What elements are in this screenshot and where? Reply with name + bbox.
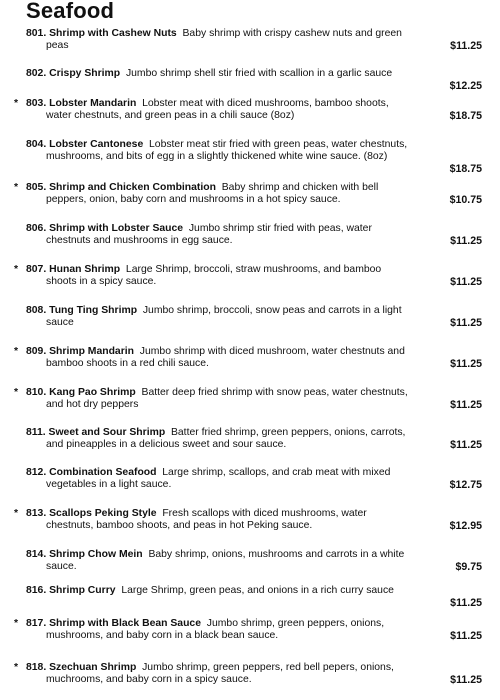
item-name: Scallops Peking Style	[49, 508, 157, 519]
item-number: 813.	[26, 508, 47, 519]
item-description-continued: and pineapples in a delicious sweet and sour sauce.	[46, 439, 287, 450]
item-line-1	[26, 549, 482, 561]
item-name: Shrimp and Chicken Combination	[49, 182, 216, 193]
item-line-1	[26, 98, 482, 110]
item-price: $12.75	[449, 479, 482, 491]
item-number: 807.	[26, 264, 47, 275]
item-price: $18.75	[449, 163, 482, 175]
item-line-1	[26, 28, 482, 40]
item-description-continued: chestnuts and mushrooms in egg sauce.	[46, 235, 233, 246]
item-line-1	[26, 305, 482, 317]
spicy-marker: *	[14, 387, 19, 398]
spicy-marker: *	[14, 508, 19, 519]
item-description: Large Shrimp, broccoli, straw mushrooms, and bamboo	[125, 264, 382, 275]
item-name: Shrimp with Lobster Sauce	[49, 223, 184, 234]
item-price: $11.25	[450, 40, 482, 52]
item-line-1	[26, 618, 482, 630]
item-number: 814.	[26, 549, 47, 560]
item-price: $12.95	[449, 520, 482, 532]
item-name: Lobster Mandarin	[49, 98, 137, 109]
item-description-continued: bamboo shoots in a red chili sauce.	[46, 358, 209, 369]
item-name: Sweet and Sour Shrimp	[48, 427, 166, 438]
item-price: $11.25	[450, 597, 482, 609]
item-number: 809.	[26, 346, 47, 357]
item-price: $11.25	[450, 235, 482, 247]
item-description-continued: and hot dry peppers	[46, 399, 139, 410]
item-description-continued: muchrooms, and baby corn in a spicy sauce.	[46, 674, 252, 685]
item-description-continued: sauce.	[46, 561, 77, 572]
item-name: Crispy Shrimp	[49, 68, 121, 79]
item-description: Large shrimp, scallops, and crab meat with mixed	[162, 467, 391, 478]
item-description: Baby shrimp, onions, mushrooms and carrots in a white	[148, 549, 405, 560]
item-name: Shrimp Mandarin	[49, 346, 134, 357]
spicy-marker: *	[14, 264, 19, 275]
item-number: 818.	[26, 662, 47, 673]
item-description: Jumbo shrimp, green peppers, red bell pepers, onions,	[142, 662, 394, 673]
item-line-1	[26, 346, 482, 358]
item-name: Lobster Cantonese	[49, 139, 144, 150]
item-price: $11.25	[450, 674, 482, 686]
item-number: 802.	[26, 68, 47, 79]
item-description: Jumbo shrimp shell stir fried with scallion in a garlic sauce	[125, 68, 393, 79]
item-name: Hunan Shrimp	[49, 264, 121, 275]
item-description: Baby shrimp and chicken with bell	[221, 182, 379, 193]
item-description: Lobster meat stir fried with green peas, water chestnuts,	[149, 139, 408, 150]
item-description: Jumbo shrimp, broccoli, snow peas and carrots in a light	[142, 305, 402, 316]
item-line-1	[26, 662, 482, 674]
spicy-marker: *	[14, 182, 19, 193]
item-description: Lobster meat with diced mushrooms, bamboo shoots,	[142, 98, 389, 109]
item-description-continued: mushrooms, and baby corn in a black bean sauce.	[46, 630, 279, 641]
section-title: Seafood	[26, 0, 115, 23]
item-number: 801.	[26, 28, 47, 39]
item-line-1	[26, 427, 482, 439]
item-description-continued: water chestnuts, and green peas in a chili sauce (8oz)	[46, 110, 295, 121]
item-description: Jumbo shrimp with diced mushroom, water chestnuts and	[139, 346, 405, 357]
item-description: Batter fried shrimp, green peppers, onions, carrots,	[170, 427, 406, 438]
item-name: Tung Ting Shrimp	[49, 305, 138, 316]
item-price: $11.25	[450, 317, 482, 329]
item-number: 806.	[26, 223, 47, 234]
item-line-1	[26, 182, 482, 194]
item-number: 803.	[26, 98, 47, 109]
item-description-continued: mushrooms, and bits of egg in a slightly thickened white wine sauce. (8oz)	[46, 151, 388, 162]
item-description-continued: peppers, onion, baby corn and mushrooms in a hot spicy sauce.	[46, 194, 341, 205]
item-line-1	[26, 585, 482, 597]
item-name: Shrimp with Cashew Nuts	[49, 28, 177, 39]
item-line-1	[26, 387, 482, 399]
item-line-1	[26, 223, 482, 235]
item-number: 817.	[26, 618, 47, 629]
item-description-continued: peas	[46, 40, 69, 51]
item-line-1	[26, 139, 482, 151]
item-number: 810.	[26, 387, 47, 398]
spicy-marker: *	[14, 662, 19, 673]
item-description: Batter deep fried shrimp with snow peas, water chestnuts,	[141, 387, 408, 398]
item-name: Shrimp Curry	[49, 585, 116, 596]
item-description: Baby shrimp with crispy cashew nuts and green	[182, 28, 402, 39]
item-number: 805.	[26, 182, 47, 193]
item-name: Shrimp with Black Bean Sauce	[49, 618, 201, 629]
item-price: $9.75	[455, 561, 482, 573]
item-price: $10.75	[449, 194, 482, 206]
item-line-1	[26, 467, 482, 479]
item-price: $11.25	[450, 399, 482, 411]
item-description: Fresh scallops with diced mushrooms, water	[162, 508, 367, 519]
item-number: 812.	[26, 467, 47, 478]
item-line-1	[26, 508, 482, 520]
item-description: Large Shrimp, green peas, and onions in a rich curry sauce	[121, 585, 394, 596]
item-description-continued: shoots in a spicy sauce.	[46, 276, 157, 287]
spicy-marker: *	[14, 618, 19, 629]
item-number: 816.	[26, 585, 47, 596]
item-price: $11.25	[450, 276, 482, 288]
item-price: $11.25	[450, 439, 482, 451]
item-number: 808.	[26, 305, 47, 316]
item-description: Jumbo shrimp, green peppers, onions,	[206, 618, 385, 629]
item-name: Shrimp Chow Mein	[49, 549, 143, 560]
item-description-continued: chestnuts, bamboo shoots, and peas in hot Peking sauce.	[46, 520, 313, 531]
item-description-continued: vegetables in a light sauce.	[46, 479, 172, 490]
item-price: $11.25	[450, 630, 482, 642]
spicy-marker: *	[14, 346, 19, 357]
item-name: Kang Pao Shrimp	[49, 387, 136, 398]
item-name: Combination Seafood	[49, 467, 157, 478]
item-line-1	[26, 264, 482, 276]
item-description-continued: sauce	[46, 317, 74, 328]
item-number: 804.	[26, 139, 47, 150]
item-number: 811.	[26, 427, 46, 438]
item-price: $12.25	[449, 80, 482, 92]
item-name: Szechuan Shrimp	[49, 662, 137, 673]
item-line-1	[26, 68, 482, 80]
item-price: $11.25	[450, 358, 482, 370]
item-price: $18.75	[449, 110, 482, 122]
item-description: Jumbo shrimp stir fried with peas, water	[188, 223, 372, 234]
spicy-marker: *	[14, 98, 19, 109]
